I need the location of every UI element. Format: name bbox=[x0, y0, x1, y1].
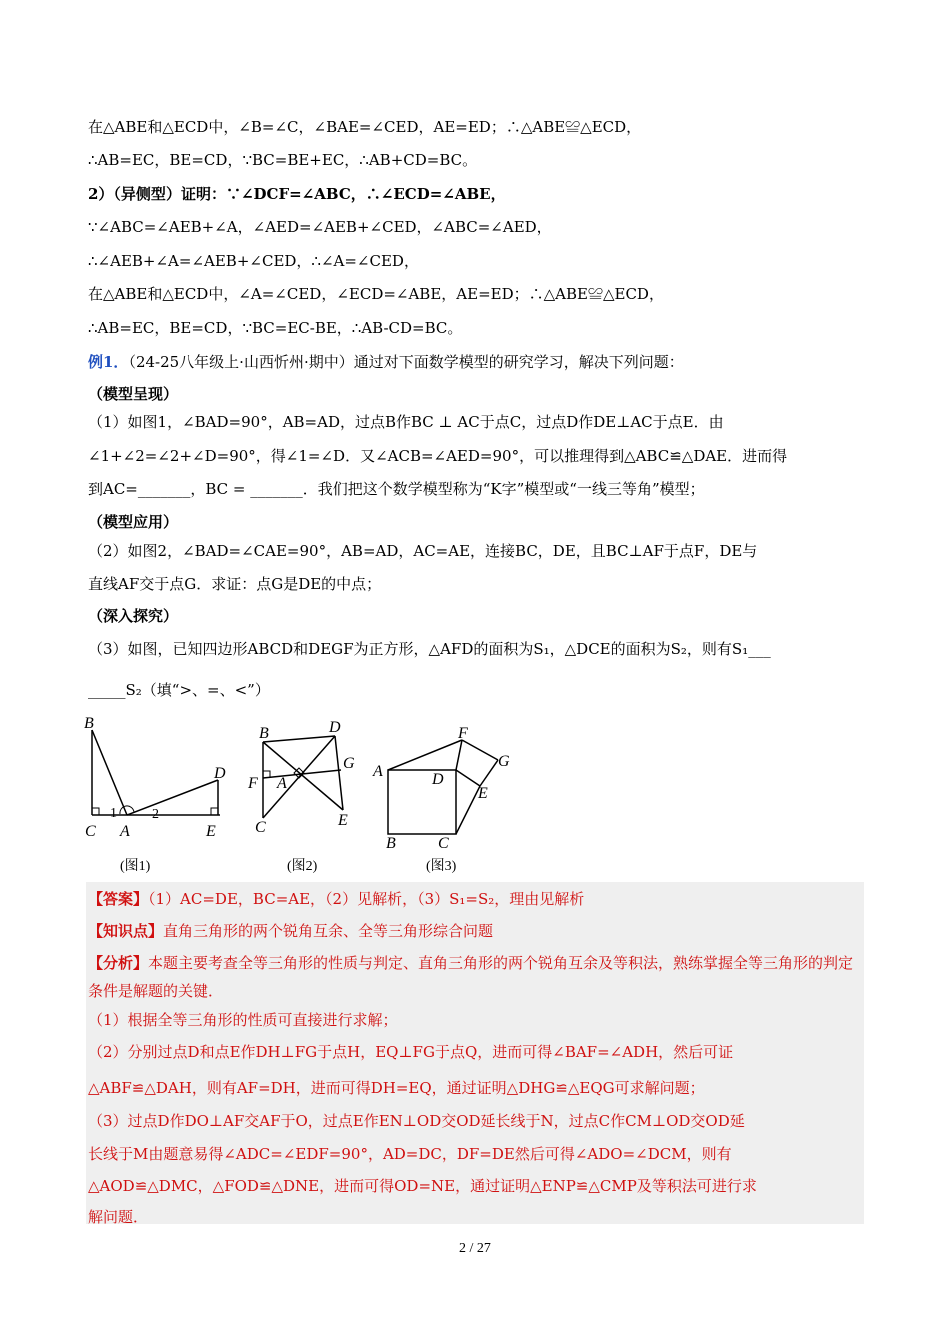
fig2-label-a: A bbox=[277, 775, 287, 792]
analysis-step-3d: 解问题． bbox=[88, 1208, 149, 1226]
fig3-label-a: A bbox=[373, 763, 383, 780]
proof-line-2: ∴AB=EC，BE=CD，∵BC=BE+EC，∴AB+CD=BC。 bbox=[88, 151, 478, 169]
proof-line-1: 在△ABE和△ECD中，∠B=∠C，∠BAE=∠CED，AE=ED；∴△ABE≌△ECD， bbox=[88, 118, 642, 136]
proof-line-3: 2）（异侧型）证明：∵∠DCF=∠ABC，∴∠ECD=∠ABE， bbox=[88, 185, 506, 203]
fig3-label-f: F bbox=[458, 725, 468, 742]
q3-line-2: _____S₂（填“>、=、<”） bbox=[88, 681, 270, 699]
fig1-label-d: D bbox=[214, 765, 226, 782]
proof-line-5: ∴∠AEB+∠A=∠AEB+∠CED，∴∠A=∠CED， bbox=[88, 252, 419, 270]
fig1-caption: (图1) bbox=[120, 859, 151, 874]
example-text: （24-25八年级上·山西忻州·期中）通过对下面数学模型的研究学习，解决下列问题： bbox=[128, 353, 684, 371]
analysis-step-2b: △ABF≌△DAH，则有AF=DH，进而可得DH=EQ，通过证明△DHG≌△EQG可求解问题； bbox=[88, 1079, 705, 1097]
fig3-label-c: C bbox=[438, 835, 449, 852]
section-explore: （深入探究） bbox=[88, 607, 179, 625]
knowledge-label: 【知识点】 bbox=[88, 922, 164, 940]
fig2-label-b: B bbox=[259, 725, 269, 742]
fig3-caption: (图3) bbox=[426, 859, 457, 874]
fig2-label-e: E bbox=[338, 812, 348, 829]
figure-3 bbox=[368, 710, 528, 880]
analysis-text: 本题主要考查全等三角形的性质与判定、直角三角形的两个锐角互余及等积法，熟练掌握全等三角形的判定条件是解题的关键． bbox=[88, 954, 854, 1000]
fig2-label-c: C bbox=[255, 819, 266, 836]
q1-line-2: ∠1+∠2=∠2+∠D=90°，得∠1=∠D．又∠ACB=∠AED=90°，可以推理得到△ABC≌△DAE．进而得 bbox=[88, 447, 788, 465]
analysis-step-1: （1）根据全等三角形的性质可直接进行求解； bbox=[88, 1011, 398, 1029]
fig3-label-d: D bbox=[432, 771, 444, 788]
fig3-label-e: E bbox=[478, 785, 488, 802]
fig1-label-c: C bbox=[85, 823, 96, 840]
figure-2 bbox=[243, 710, 373, 880]
section-model-apply: （模型应用） bbox=[88, 513, 179, 531]
analysis-step-3c: △AOD≌△DMC，△FOD≌△DNE，进而可得OD=NE，通过证明△ENP≌△CMP及等积法可进行求 bbox=[88, 1177, 757, 1195]
answer-label: 【答案】 bbox=[88, 890, 149, 908]
q1-line-1: （1）如图1，∠BAD=90°，AB=AD，过点B作BC ⊥ AC于点C，过点D作DE⊥AC于点E．由 bbox=[88, 413, 724, 431]
figure-1 bbox=[80, 710, 230, 880]
knowledge-line bbox=[88, 920, 868, 942]
analysis-step-2a: （2）分别过点D和点E作DH⊥FG于点H，EQ⊥FG于点Q，进而可得∠BAF=∠ADH，然后可证 bbox=[88, 1043, 734, 1061]
proof-line-6: 在△ABE和△ECD中，∠A=∠CED，∠ECD=∠ABE，AE=ED；∴△ABE≌△ECD， bbox=[88, 285, 664, 303]
proof-line-4: ∵∠ABC=∠AEB+∠A，∠AED=∠AEB+∠CED，∠ABC=∠AED， bbox=[88, 218, 552, 236]
analysis-label: 【分析】 bbox=[88, 954, 149, 972]
fig2-label-d: D bbox=[329, 719, 341, 736]
fig2-caption: (图2) bbox=[287, 859, 318, 874]
fig2-label-f: F bbox=[248, 775, 258, 792]
fig3-label-b: B bbox=[386, 835, 396, 852]
fig1-label-2: 2 bbox=[152, 807, 159, 822]
q2-line-2: 直线AF交于点G．求证：点G是DE的中点； bbox=[88, 575, 382, 593]
proof-line-7: ∴AB=EC，BE=CD，∵BC=EC-BE，∴AB-CD=BC。 bbox=[88, 319, 463, 337]
example-label: 例1． bbox=[88, 353, 129, 371]
q2-line-1: （2）如图2，∠BAD=∠CAE=90°，AB=AD，AC=AE，连接BC，DE，且BC⊥AF于点F，DE与 bbox=[88, 542, 758, 560]
q1-line-3: 到AC=_______，BC = _______．我们把这个数学模型称为“K字”模型或“一线三等角”模型； bbox=[88, 480, 705, 498]
analysis-step-3b: 长线于M由题意易得∠ADC=∠EDF=90°，AD=DC，DF=DE然后可得∠ADO=∠DCM，则有 bbox=[88, 1145, 732, 1163]
knowledge-text: 直角三角形的两个锐角互余、全等三角形综合问题 bbox=[163, 922, 494, 940]
fig3-label-g: G bbox=[498, 753, 510, 770]
fig1-label-1: 1 bbox=[110, 806, 117, 821]
fig1-label-a: A bbox=[120, 823, 130, 840]
analysis-step-3a: （3）过点D作DO⊥AF交AF于O，过点E作EN⊥OD交OD延长线于N，过点C作CM⊥OD交OD延 bbox=[88, 1112, 745, 1130]
answer-text: （1）AC=DE，BC=AE，（2）见解析，（3）S₁=S₂，理由见解析 bbox=[148, 890, 585, 908]
q3-line-1: （3）如图，已知四边形ABCD和DEGF为正方形，△AFD的面积为S₁，△DCE的面积为S₂，则有S₁___ bbox=[88, 640, 771, 658]
section-model-show: （模型呈现） bbox=[88, 385, 179, 403]
answer-line bbox=[88, 888, 868, 910]
example-heading bbox=[88, 351, 868, 373]
fig1-label-e: E bbox=[206, 823, 216, 840]
fig2-label-g: G bbox=[343, 755, 355, 772]
page-number: 2 / 27 bbox=[459, 1241, 491, 1256]
fig1-label-b: B bbox=[84, 715, 94, 732]
analysis-paragraph bbox=[88, 949, 864, 1005]
